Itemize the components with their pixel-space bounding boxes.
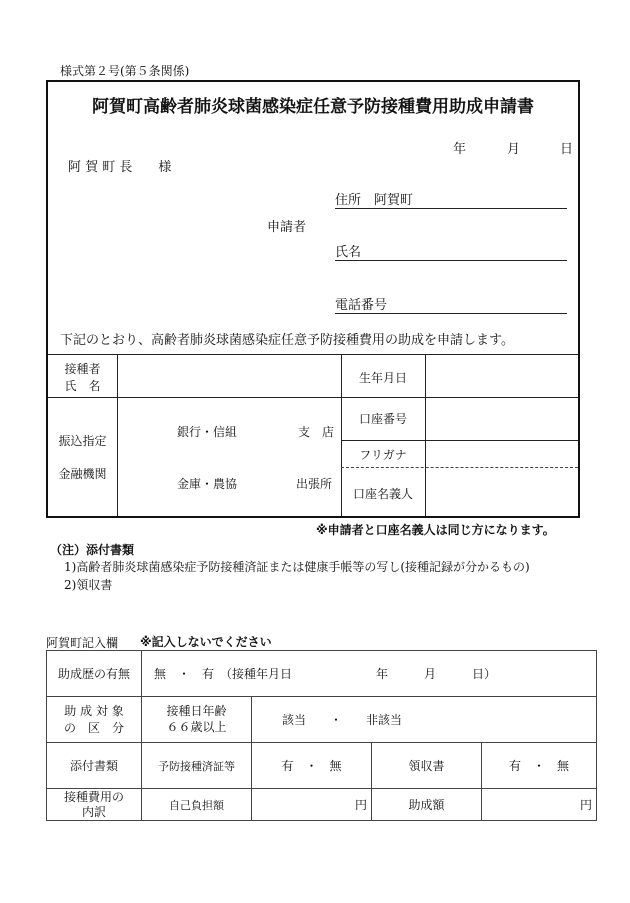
cost-breakdown-label: 接種費用の 内訳 bbox=[47, 789, 142, 821]
date-day: 日 bbox=[560, 142, 574, 157]
phone-field[interactable] bbox=[335, 294, 567, 314]
addressee: 阿 賀 町 長 様 bbox=[68, 160, 172, 175]
certificate-value: 有 ・ 無 bbox=[252, 743, 372, 789]
name-field[interactable] bbox=[335, 241, 567, 261]
birthdate-input[interactable] bbox=[428, 357, 576, 395]
attachments-label: 添付書類 bbox=[47, 743, 142, 789]
office-use-table bbox=[46, 650, 597, 821]
address-label: 住所 阿賀町 bbox=[335, 193, 414, 208]
table-top-line bbox=[48, 354, 578, 355]
address-field[interactable] bbox=[335, 189, 567, 209]
attachment-item: 2)領収書 bbox=[64, 578, 113, 592]
table-row-line bbox=[341, 440, 578, 441]
name-label: 氏名 bbox=[335, 245, 362, 260]
account-number-label: 口座番号 bbox=[358, 412, 407, 426]
phone-label: 電話番号 bbox=[335, 298, 388, 313]
subsidy-label: 助成額 bbox=[372, 789, 482, 821]
eligibility-value: 該当 ・ 非該当 bbox=[252, 697, 597, 743]
office-section-label: 阿賀町記入欄 bbox=[46, 636, 119, 650]
eligibility-label: 助 成 対 象 の 区 分 bbox=[47, 697, 142, 743]
grant-history-value: 無 ・ 有 （接種年月日 年 月 日） bbox=[142, 651, 597, 697]
bank-type-2: 金庫・農協 bbox=[177, 477, 238, 491]
branch-1: 支 店 bbox=[298, 425, 335, 439]
receipt-value: 有 ・ 無 bbox=[482, 743, 597, 789]
date-month: 月 bbox=[507, 142, 521, 157]
office-notice: ※記入しないでください bbox=[140, 635, 272, 649]
application-form-box bbox=[46, 80, 580, 518]
recipient-label-2: 氏 名 bbox=[64, 379, 101, 393]
recipient-label-1: 接種者 bbox=[64, 362, 101, 376]
certificate-label: 予防接種済証等 bbox=[142, 743, 252, 789]
grant-history-label: 助成歴の有無 bbox=[47, 651, 142, 697]
bank-label-2: 金融機関 bbox=[58, 467, 107, 481]
table-col-line bbox=[425, 354, 426, 516]
subsidy-unit: 円 bbox=[482, 789, 597, 821]
account-number-input[interactable] bbox=[428, 400, 576, 438]
account-holder-input[interactable] bbox=[428, 443, 576, 513]
branch-2: 出張所 bbox=[296, 477, 333, 491]
table-row-line bbox=[48, 397, 578, 398]
self-pay-unit: 円 bbox=[252, 789, 372, 821]
table-col-line bbox=[117, 354, 118, 516]
form-number: 様式第２号(第５条関係) bbox=[60, 64, 190, 78]
applicant-label: 申請者 bbox=[267, 220, 307, 235]
account-holder-label: 口座名義人 bbox=[352, 487, 413, 501]
form-title: 阿賀町高齢者肺炎球菌感染症任意予防接種費用助成申請書 bbox=[92, 97, 534, 117]
self-pay-label: 自己負担額 bbox=[142, 789, 252, 821]
attachment-item: 1)高齢者肺炎球菌感染症予防接種済証または健康手帳等の写し(接種記録が分かるもの) bbox=[64, 560, 530, 574]
furigana-label: フリガナ bbox=[359, 448, 407, 462]
same-person-note: ※申請者と口座名義人は同じ方になります。 bbox=[316, 523, 555, 537]
eligibility-criteria: 接種日年齢 ６６歳以上 bbox=[142, 697, 252, 743]
birthdate-label: 生年月日 bbox=[358, 371, 407, 385]
date-year: 年 bbox=[453, 142, 467, 157]
attachments-heading: （注）添付書類 bbox=[50, 543, 135, 557]
bank-label-1: 振込指定 bbox=[58, 434, 107, 448]
receipt-label: 領収書 bbox=[372, 743, 482, 789]
recipient-name-input[interactable] bbox=[120, 357, 338, 395]
bank-type-1: 銀行・信組 bbox=[177, 425, 238, 439]
statement-text: 下記のとおり、高齢者肺炎球菌感染症任意予防接種費用の助成を申請します。 bbox=[60, 333, 514, 348]
